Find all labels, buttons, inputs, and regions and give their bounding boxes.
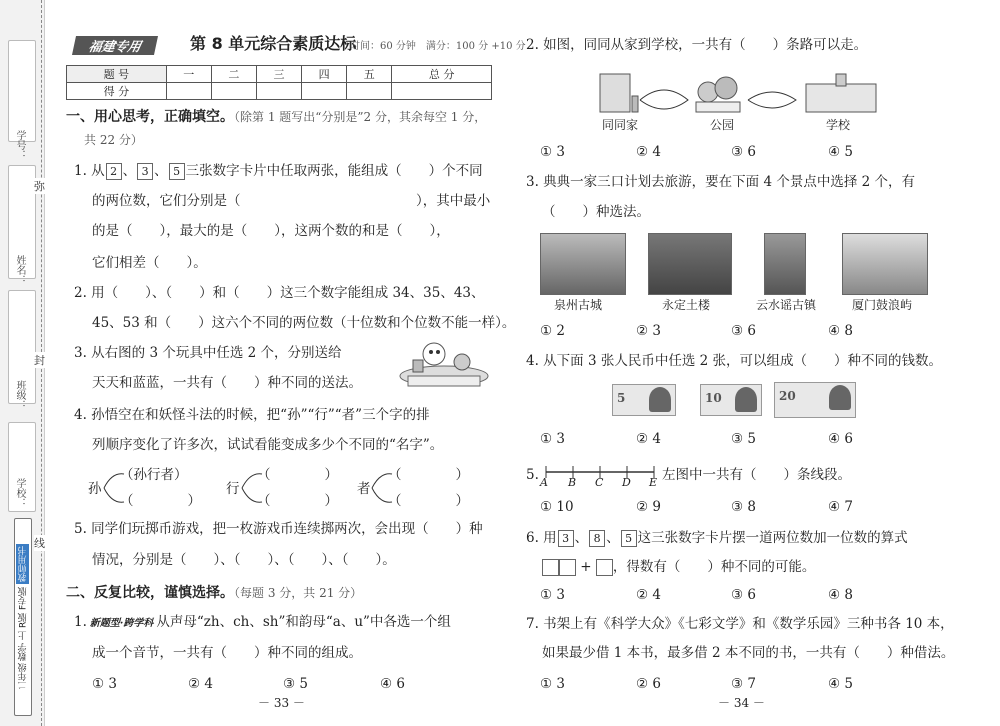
note-value: 10	[705, 391, 722, 405]
place-park: 公园	[710, 118, 735, 132]
question-2-line-1: 2. 用（ ）、（ ）和（ ）这三个数字能组成 34、35、43、	[74, 285, 485, 301]
question-4-line-1: 4. 孙悟空在和妖怪斗法的时候，把“孙”“行”“者”三个字的排	[74, 407, 430, 423]
score-cell[interactable]	[392, 83, 492, 100]
photo-caption-1: 泉州古城	[554, 298, 603, 312]
score-header-cell: 题 号	[67, 66, 167, 83]
brand-grade: 二年级	[18, 663, 29, 691]
place-home: 同同家	[602, 118, 639, 132]
tree-blank[interactable]: （ ）	[257, 493, 338, 509]
portrait	[735, 387, 757, 412]
photo-caption-3: 云水谣古镇	[756, 298, 817, 312]
score-header-cell: 五	[347, 66, 392, 83]
question-4-line-2: 列顺序变化了许多次，试试看能变成多少个不同的“名字”。	[92, 437, 444, 453]
r2-option-2[interactable]: ② 4	[636, 144, 661, 160]
section-1-note: （除第 1 题写出“分别是”2 分，其余每空 1 分，	[234, 110, 487, 124]
section-2-title: 二、反复比较，谨慎选择。	[66, 585, 234, 601]
tree-blank[interactable]: （ ）	[257, 467, 338, 483]
r7-option-4[interactable]: ④ 5	[828, 676, 853, 692]
new-type-tag: 新题型·跨学科	[89, 618, 154, 629]
place-school: 学校	[826, 118, 851, 132]
r2-option-4[interactable]: ④ 5	[828, 144, 853, 160]
plus-sign: +	[580, 559, 592, 575]
r2-option-3[interactable]: ③ 6	[731, 144, 756, 160]
student-id-box[interactable]	[8, 40, 36, 142]
point-c: C	[595, 476, 604, 489]
r-question-3-line-1: 3. 典典一家三口计划去旅游，要在下面 4 个景点中选择 2 个，有	[526, 174, 916, 190]
school-label: 学校：	[14, 478, 25, 508]
question-2-line-2: 45、53 和（ ）这六个不同的两位数（十位数和个位数不能一样）。	[92, 315, 516, 331]
r7-option-2[interactable]: ② 6	[636, 676, 661, 692]
r5-text: 左图中一共有（ ）条线段。	[662, 467, 851, 483]
toys-illustration	[398, 338, 490, 390]
r5-option-2[interactable]: ② 9	[636, 499, 661, 515]
score-cell[interactable]	[166, 83, 211, 100]
question-1-line-4: 它们相差（ ）。	[92, 255, 207, 271]
r3-option-1[interactable]: ① 2	[540, 323, 565, 339]
r-question-4-line-1: 4. 从下面 3 张人民币中任选 2 张，可以组成（ ）种不同的钱数。	[526, 353, 943, 369]
question-3-line-1: 3. 从右图的 3 个玩具中任选 2 个，分别送给	[74, 345, 342, 361]
section-1-title: 一、用心思考，正确填空。	[66, 109, 234, 125]
section-1-note-2: 共 22 分）	[84, 133, 143, 147]
student-id-label: 学号：	[14, 130, 25, 160]
portrait	[829, 385, 851, 410]
cut-char-3: 线	[34, 537, 45, 550]
r6-option-1[interactable]: ① 3	[540, 587, 565, 603]
r6-option-3[interactable]: ③ 6	[731, 587, 756, 603]
r-question-6-line-1: 6. 用 3 、 8 、 5 这三张数字卡片摆一道两位数加一位数的算式	[526, 530, 908, 546]
digit-card: 5	[621, 530, 637, 547]
point-d: D	[622, 476, 631, 489]
q6-option-1[interactable]: ① 3	[92, 676, 117, 692]
tree-blank[interactable]: （ ）	[388, 493, 469, 509]
r6-prefix: 6. 用	[526, 530, 557, 546]
r3-option-3[interactable]: ③ 6	[731, 323, 756, 339]
r-question-3-line-2: （ ）种选法。	[542, 204, 650, 220]
score-table	[66, 65, 492, 100]
answer-box[interactable]	[559, 559, 576, 576]
digit-card: 3	[137, 163, 153, 180]
r3-option-2[interactable]: ② 3	[636, 323, 661, 339]
digit-card: 8	[589, 530, 605, 547]
score-value-row	[67, 83, 492, 100]
name-label: 姓名：	[14, 255, 25, 285]
page-number-right: － 34 －	[718, 696, 765, 710]
quanzhou-photo	[540, 233, 626, 295]
question-5-line-2: 情况，分别是（ ）、（ ）、（ ）、（ ）。	[92, 552, 396, 568]
r7-option-3[interactable]: ③ 7	[731, 676, 756, 692]
tree-root-xing: 行	[226, 481, 240, 497]
section-1-heading	[66, 108, 486, 126]
digit-card: 5	[169, 163, 185, 180]
r5-option-1[interactable]: ① 10	[540, 499, 574, 515]
yunshuiyao-photo	[764, 233, 806, 295]
page-title: 第 8 单元综合素质达标	[190, 34, 357, 53]
score-header-cell: 二	[211, 66, 256, 83]
question-1-line-1: 1. 从 2 、 3 、 5 三张数字卡片中任取两张，能组成（ ）个不同	[74, 163, 483, 179]
point-b: B	[568, 476, 577, 489]
q6-number: 1.	[74, 614, 87, 630]
question-1-line-2: 的两位数，它们分别是（ ），其中最小	[92, 193, 491, 209]
score-cell[interactable]	[347, 83, 392, 100]
r5-option-4[interactable]: ④ 7	[828, 499, 853, 515]
brand-term: 上	[18, 630, 29, 640]
q6-text: 从声母“zh、ch、sh”和韵母“a、u”中各选一个组	[156, 614, 451, 630]
r6-text-2: ，得数有（ ）种不同的可能。	[612, 559, 816, 575]
question-6-line-2: 成一个音节，一共有（ ）种不同的组成。	[92, 645, 362, 661]
banknote-20	[774, 382, 856, 418]
r-question-7-line-2: 如果最少借 1 本书，最多借 2 本不同的书，一共有（ ）种借法。	[542, 645, 955, 661]
brand-subject: 数学	[18, 642, 29, 661]
r6-option-4[interactable]: ④ 8	[828, 587, 853, 603]
score-header-cell: 三	[256, 66, 301, 83]
q6-option-4[interactable]: ④ 6	[380, 676, 405, 692]
brand-tag: 教师用书	[18, 545, 29, 582]
r7-option-1[interactable]: ① 3	[540, 676, 565, 692]
yongding-photo	[648, 233, 732, 295]
question-5-line-1: 5. 同学们玩掷币游戏，把一枚游戏币连续掷两次，会出现（ ）种	[74, 521, 483, 537]
digit-card: 3	[558, 530, 574, 547]
banknote-10	[700, 384, 762, 416]
point-e: E	[649, 476, 658, 489]
tree-root-zhe: 者	[357, 481, 371, 497]
r2-option-1[interactable]: ① 3	[540, 144, 565, 160]
question-6-line-1	[74, 613, 451, 633]
tree-blank[interactable]: （ ）	[388, 467, 469, 483]
photo-caption-4: 厦门鼓浪屿	[852, 298, 913, 312]
question-1-line-3: 的是（ ），最大的是（ ），这两个数的和是（ ），	[92, 223, 450, 239]
photo-caption-2: 永定土楼	[662, 298, 711, 312]
question-3-line-2: 天天和蓝蓝，一共有（ ）种不同的送法。	[92, 375, 362, 391]
section-2-heading	[66, 584, 362, 602]
q1-prefix: 1. 从	[74, 163, 105, 179]
time-score-meta: 时间：60 分钟 满分：100 分 +10 分	[350, 41, 526, 52]
section-2-note: （每题 3 分，共 21 分）	[234, 586, 363, 600]
cut-char-1: 弥	[34, 180, 45, 193]
r4-option-2[interactable]: ② 4	[636, 431, 661, 447]
score-row-label: 得 分	[67, 83, 167, 100]
q6-option-3[interactable]: ③ 5	[283, 676, 308, 692]
r4-option-4[interactable]: ④ 6	[828, 431, 853, 447]
score-cell[interactable]	[256, 83, 301, 100]
book-brand	[14, 518, 32, 716]
score-header-cell: 四	[302, 66, 347, 83]
region-badge-text: 福建专用	[86, 40, 143, 55]
gulangyu-photo	[842, 233, 928, 295]
score-cell[interactable]	[211, 83, 256, 100]
r-question-6-line-2	[542, 558, 815, 576]
score-cell[interactable]	[302, 83, 347, 100]
score-header-cell: 一	[166, 66, 211, 83]
r6-text: 这三张数字卡片摆一道两位数加一位数的算式	[637, 530, 908, 546]
note-value: 20	[779, 389, 796, 403]
answer-box[interactable]	[542, 559, 559, 576]
r5-number: 5.	[526, 467, 539, 483]
tree-root-sun: 孙	[88, 481, 102, 497]
q1-text: 三张数字卡片中任取两张，能组成（ ）个不同	[185, 163, 483, 179]
page-number-left: － 33 －	[258, 696, 305, 710]
r-question-7-line-1: 7. 书架上有《科学大众》《七彩文学》和《数学乐园》三种书各 10 本，	[526, 616, 954, 632]
digit-card: 2	[106, 163, 122, 180]
r4-option-3[interactable]: ③ 5	[731, 431, 756, 447]
region-badge	[72, 36, 158, 55]
point-a: A	[540, 476, 548, 489]
tree-filled-answer: （孙行者）	[120, 467, 188, 483]
q6-option-2[interactable]: ② 4	[188, 676, 213, 692]
class-label: 班级：	[14, 380, 25, 410]
answer-box[interactable]	[596, 559, 613, 576]
route-diagram	[596, 66, 882, 116]
brand-version: F专版	[18, 586, 29, 610]
portrait	[649, 387, 671, 412]
score-header-cell: 总 分	[392, 66, 492, 83]
score-header-row	[67, 66, 492, 83]
brand-edition: R版	[18, 612, 29, 628]
r-question-2-line-1: 2. 如图，同同从家到学校，一共有（ ）条路可以走。	[526, 37, 868, 53]
r6-option-2[interactable]: ② 4	[636, 587, 661, 603]
cut-char-2: 封	[34, 354, 45, 367]
r5-option-3[interactable]: ③ 8	[731, 499, 756, 515]
banknote-5	[612, 384, 676, 416]
tree-blank[interactable]: （ ）	[120, 493, 201, 509]
note-value: 5	[617, 391, 626, 405]
r3-option-4[interactable]: ④ 8	[828, 323, 853, 339]
r4-option-1[interactable]: ① 3	[540, 431, 565, 447]
